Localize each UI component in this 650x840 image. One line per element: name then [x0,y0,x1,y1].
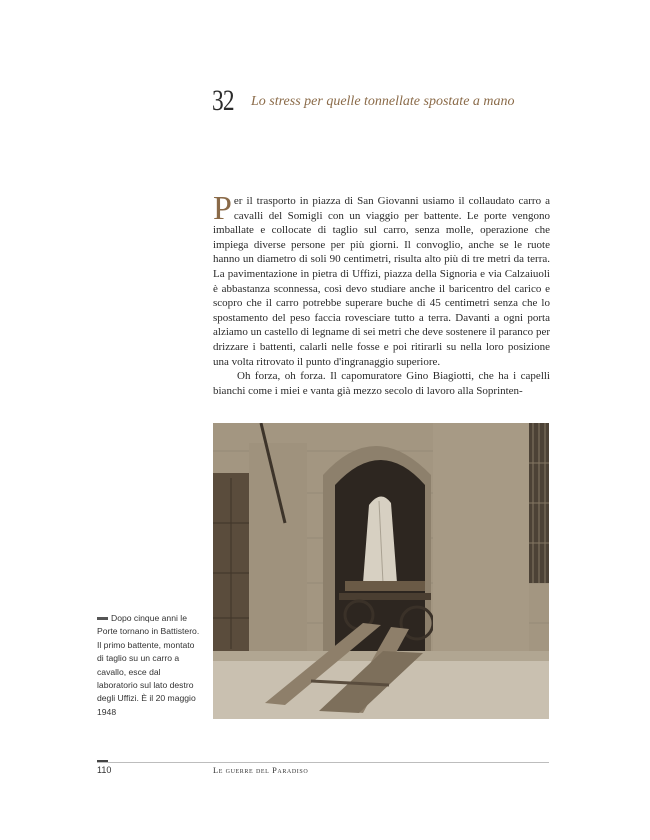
page-number: 110 [97,765,112,775]
caption-text: Dopo cinque anni le Porte tornano in Battistero. Il primo battente, montato di taglio su un carro a cavallo, esce dal laboratorio sul lato destro degli Uffizi. È il 20 maggio 1948 [97,613,200,717]
caption-marker [97,617,108,620]
chapter-header [212,86,515,116]
chapter-title: Lo stress per quelle tonnellate spostate a mano [251,94,515,109]
archival-photo [213,423,549,719]
running-title: Le guerre del Paradiso [213,766,309,775]
body-text [213,190,550,398]
drop-cap: P [213,190,232,227]
paragraph-1 [213,190,550,369]
photo-caption [97,612,203,719]
paragraph-1-text: er il trasporto in piazza di San Giovanni usiamo il collaudato carro a cavalli del Somigli con un viaggio per battente. Le porte vengono imballate e collocate di taglio sul carro, senza molle, operazione che impiega diverse persone per più giorni. Il convoglio, anche se le ruote hanno un diametro di soli 90 centimetri, risulta alto più di tre metri da terra. La pavimentazione in pietra di Uffizi, piazza della Signoria e via Calzaiuoli è abbastanza sconnessa, così devo studiare anche il baricentro del carico e scopro che il carro potrebbe superare buche di 45 centimetri senza che lo spostamento del peso faccia rovesciare tutto a terra. Davanti a ogni porta alziamo un castello di legname di sei metri che deve sostenere il paranco per drizzare i battenti, calarli nelle fosse e poi ritirarli su nella loro posizione una volta ritrovato il punto d'ingranaggio superiore. [213,195,550,368]
photo-illustration [213,423,549,719]
footer-rule [97,762,549,763]
chapter-number: 32 [212,84,234,117]
paragraph-2: Oh forza, oh forza. Il capomuratore Gino Biagiotti, che ha i capelli bianchi come i miei e vanta già mezzo secolo di lavoro alla Soprinten- [213,370,550,397]
